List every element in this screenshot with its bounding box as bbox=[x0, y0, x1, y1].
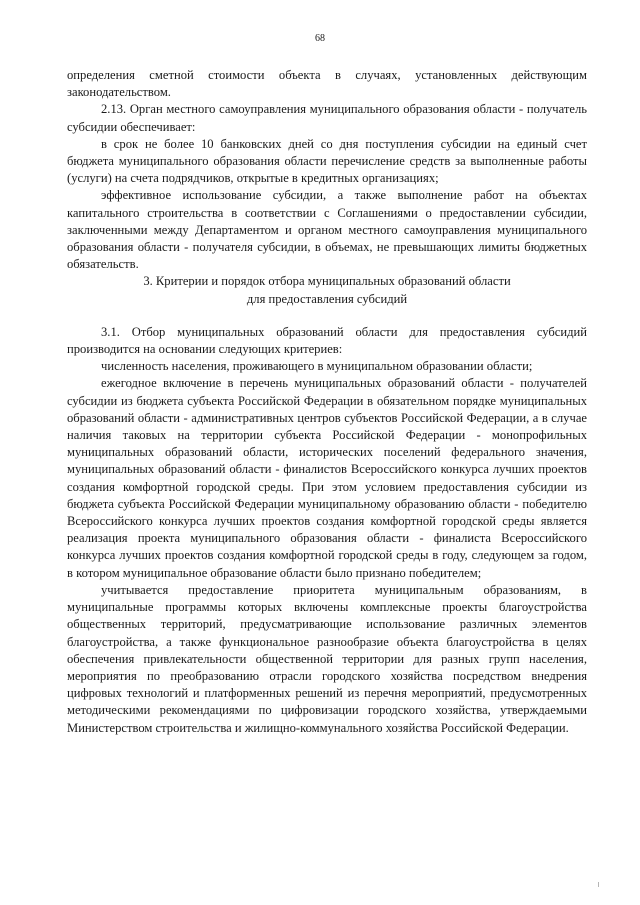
section-heading-line-1: 3. Критерии и порядок отбора муниципальных образований области bbox=[143, 274, 511, 289]
page-number: 68 bbox=[315, 33, 325, 44]
document-body bbox=[67, 67, 587, 737]
paragraph-transfer-term: в срок не более 10 банковских дней со дня поступления субсидии на единый счет бюджета муниципального образования области перечисление средств за выполненные работы (услуги) на счета подрядчиков, открытые в кредитных организациях; bbox=[67, 136, 587, 186]
paragraph-criterion-annual-inclusion: ежегодное включение в перечень муниципальных образований области - получателей субсидии из бюджета субъекта Российской Федерации в обязательном порядке муниципальных образований области - административных центров субъектов Российской Федерации, а в случае наличия таковых на территории субъекта Российской Федерации - монопрофильных муниципальных образований области, исторических поселений федерального значения, муниципальных образований области - финалистов Всероссийского конкурса лучших проектов создания комфортной городской среды. При этом условием предоставления субсидии из бюджета субъекта Российской Федерации муниципальному образованию области - победителю Всероссийского конкурса лучших проектов создания комфортной городской среды является реализация проекта муниципального образования области - финалиста Всероссийского конкурса лучших проектов создания комфортной городской среды в году, следующем за годом, в котором муниципальное образование области было признано победителем; bbox=[67, 376, 587, 580]
paragraph-clause-3-1: 3.1. Отбор муниципальных образований области для предоставления субсидий производится на основании следующих критериев: bbox=[67, 324, 587, 357]
scan-mark bbox=[598, 882, 599, 887]
section-heading-line-2: для предоставления субсидий bbox=[246, 291, 408, 306]
paragraph-criterion-population: численность населения, проживающего в муниципальном образовании области; bbox=[101, 359, 533, 374]
paragraph-clause-2-13: 2.13. Орган местного самоуправления муниципального образования области - получатель субсидии обеспечивает: bbox=[67, 102, 587, 134]
section-heading bbox=[67, 273, 587, 307]
paragraph-effective-use: эффективное использование субсидии, а также выполнение работ на объектах капитального строительства в соответствии с Соглашениями о предоставлении субсидии, заключенными между Департаментом и органом местного самоуправления муниципального образования области - получателя субсидии, в объемах, не превышающих лимиты бюджетных обязательств. bbox=[67, 188, 587, 272]
paragraph-continuation: определения сметной стоимости объекта в случаях, установленных действующим законодательством. bbox=[67, 68, 587, 100]
paragraph-criterion-priority: учитывается предоставление приоритета муниципальным образованиям, в муниципальные программы которых включены комплексные проекты благоустройства общественных территорий, предусматривающие использование различных элементов благоустройства, а также функциональное разнообразие объекта благоустройства в целях обеспечения привлекательности общественной территории для разных групп населения, мероприятия по преобразованию отрасли городского хозяйства посредством внедрения цифровых технологий и платформенных решений из перечня мероприятий, предусмотренных методическими рекомендациями по цифровизации городского хозяйства, утверждаемыми Министерством строительства и жилищно-коммунального хозяйства Российской Федерации. bbox=[67, 582, 587, 735]
